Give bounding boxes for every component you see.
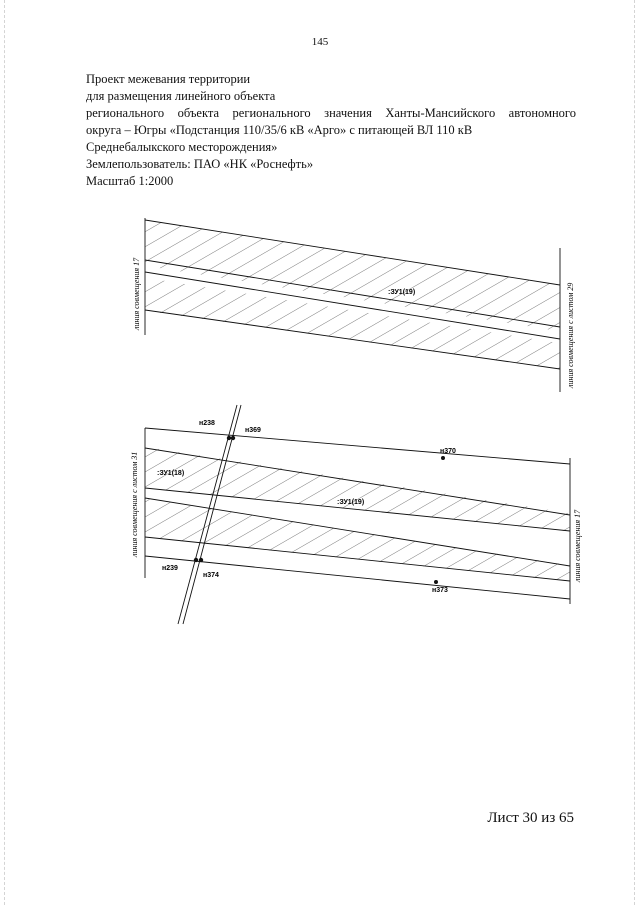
header-line-4: округа – Югры «Подстанция 110/35/6 кВ «Арго» с питающей ВЛ 110 кВ (86, 123, 473, 137)
point-n373-marker (434, 580, 438, 584)
point-n374-marker (199, 558, 203, 562)
point-n238-label: н238 (199, 420, 215, 427)
page-number: 145 (311, 36, 329, 48)
point-n369-marker (231, 436, 235, 440)
point-n239-label: н239 (162, 565, 178, 572)
drawing-1-right-side-label: линия совмещения с листом 29 (566, 282, 575, 388)
drawing-1 (132, 218, 575, 392)
point-n374-label: н374 (203, 572, 219, 579)
header-line-6: Землепользователь: ПАО «НК «Роснефть» (86, 157, 314, 171)
sheet-number: Лист 30 из 65 (487, 810, 574, 826)
header-line-2: для размещения линейного объекта (86, 89, 276, 103)
point-n369-label: н369 (245, 427, 261, 434)
point-n370-label: н370 (440, 448, 456, 455)
drawing-2-parcel-label-18: :ЗУ1(18) (157, 470, 185, 477)
header-line-1: Проект межевания территории (86, 72, 251, 86)
header-line-5: Среднебалыкского месторождения» (86, 140, 278, 154)
drawing-1-left-side-label: линия совмещения 17 (132, 257, 141, 330)
drawing-2-parcel-label-19: :ЗУ1(19) (337, 499, 365, 506)
point-n373-label: н373 (432, 587, 448, 594)
drawing-2-left-side-label: линия совмещения с листом 31 (130, 451, 139, 557)
header-line-7: Масштаб 1:2000 (86, 174, 174, 188)
drawing-2 (130, 405, 582, 624)
point-n370-marker (441, 456, 445, 460)
header-line-3: регионального объекта регионального значения Ханты-Мансийского автономного (86, 106, 576, 120)
point-n239-marker (194, 558, 198, 562)
drawing-2-right-side-label: линия совмещения 17 (573, 509, 582, 582)
point-n238-marker (227, 436, 231, 440)
drawing-1-parcel-label: :ЗУ1(19) (388, 289, 416, 296)
